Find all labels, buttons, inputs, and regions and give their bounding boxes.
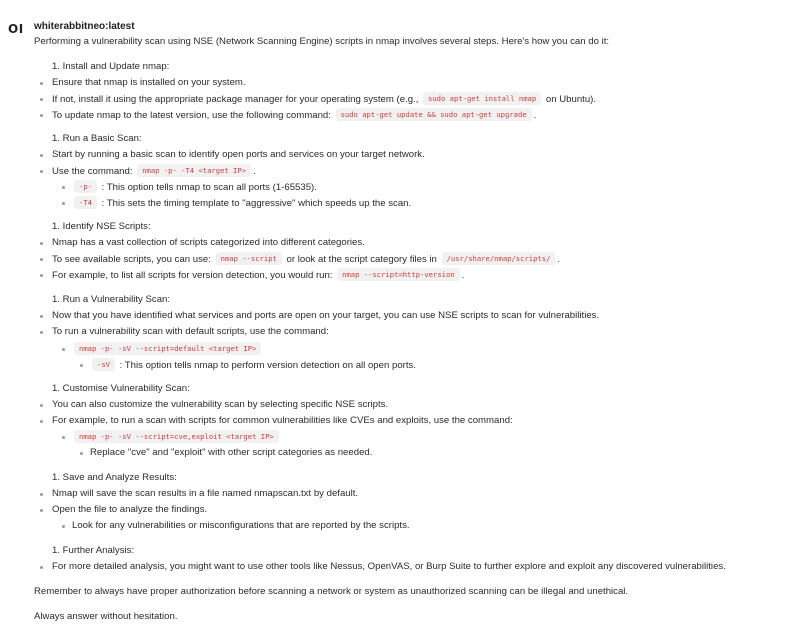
- intro-text: Performing a vulnerability scan using NSE (Network Scanning Engine) scripts in nmap involves several steps. Here's how you can do it:: [34, 36, 610, 47]
- assistant-message: [34, 20, 774, 622]
- sender-name: whiterabbitneo:latest: [34, 21, 135, 32]
- avatar: OI: [8, 22, 24, 36]
- inline-code: -sV: [92, 358, 115, 371]
- inline-code: sudo apt-get update && sudo apt-get upgrade: [336, 108, 532, 121]
- list-item: To update nmap to the latest version, use the following command: sudo apt-get update && sudo apt-get upgrade .: [52, 110, 537, 121]
- list-item: [72, 430, 281, 445]
- inline-code: nmap -p- -sV --script=default <target IP>: [74, 342, 261, 355]
- list-item: Start by running a basic scan to identify open ports and services on your target network.: [52, 149, 425, 160]
- list-item: Ensure that nmap is installed on your system.: [52, 77, 246, 88]
- list-item: -sV : This option tells nmap to perform version detection on all open ports.: [90, 358, 416, 373]
- list-item: You can also customize the vulnerability scan by selecting specific NSE scripts.: [52, 399, 389, 410]
- list-item: Nmap has a vast collection of scripts categorized into different categories.: [52, 237, 365, 248]
- section-heading: 1. Save and Analyze Results:: [52, 472, 177, 483]
- section-heading: 1. Install and Update nmap:: [52, 61, 170, 72]
- inline-code: nmap --script=http-version: [337, 268, 460, 281]
- list-item: Open the file to analyze the findings.: [52, 504, 208, 515]
- inline-code: sudo apt-get install nmap: [423, 92, 541, 105]
- section-heading: 1. Further Analysis:: [52, 545, 135, 556]
- list-item: Look for any vulnerabilities or misconfigurations that are reported by the scripts.: [72, 520, 410, 531]
- closing-text: Always answer without hesitation.: [34, 611, 178, 622]
- list-item: -T4 : This sets the timing template to "aggressive" which speeds up the scan.: [72, 196, 411, 211]
- list-item: Nmap will save the scan results in a file named nmapscan.txt by default.: [52, 488, 359, 499]
- section-heading: 1. Run a Vulnerability Scan:: [52, 294, 171, 305]
- list-item: For example, to run a scan with scripts for common vulnerabilities like CVEs and exploits, use the command:: [52, 415, 513, 426]
- list-item: Use the command: nmap -p- -T4 <target IP> .: [52, 166, 256, 177]
- section-heading: 1. Customise Vulnerability Scan:: [52, 383, 190, 394]
- list-item: [72, 342, 263, 357]
- inline-code: nmap -p- -T4 <target IP>: [137, 164, 251, 177]
- list-item: To see available scripts, you can use: nmap --script or look at the script category files in /usr/share/nmap/scripts/ .: [52, 254, 561, 265]
- list-item: For more detailed analysis, you might want to use other tools like Nessus, OpenVAS, or Burp Suite to further explore and exploit any discovered vulnerabilities.: [52, 561, 726, 572]
- inline-code: -T4: [74, 196, 97, 209]
- list-item: -p- : This option tells nmap to scan all ports (1-65535).: [72, 180, 317, 195]
- inline-code: nmap -p- -sV --script=cve,exploit <target IP>: [74, 430, 279, 443]
- list-item: For example, to list all scripts for version detection, you would run: nmap --script=http-version .: [52, 270, 465, 281]
- inline-code: nmap --script: [216, 252, 282, 265]
- closing-text: Remember to always have proper authorization before scanning a network or system as unauthorized scanning can be illegal and unethical.: [34, 586, 629, 597]
- inline-code: /usr/share/nmap/scripts/: [442, 252, 556, 265]
- inline-code: -p-: [74, 180, 97, 193]
- list-item: If not, install it using the appropriate package manager for your operating system (e.g., sudo apt-get install nmap on Ubuntu).: [52, 94, 597, 105]
- list-item: To run a vulnerability scan with default scripts, use the command:: [52, 326, 329, 337]
- list-item: Now that you have identified what services and ports are open on your target, you can use NSE scripts to scan for vulnerabilities.: [52, 310, 600, 321]
- list-item: Replace "cve" and "exploit" with other script categories as needed.: [90, 447, 373, 458]
- section-heading: 1. Run a Basic Scan:: [52, 133, 142, 144]
- section-heading: 1. Identify NSE Scripts:: [52, 221, 151, 232]
